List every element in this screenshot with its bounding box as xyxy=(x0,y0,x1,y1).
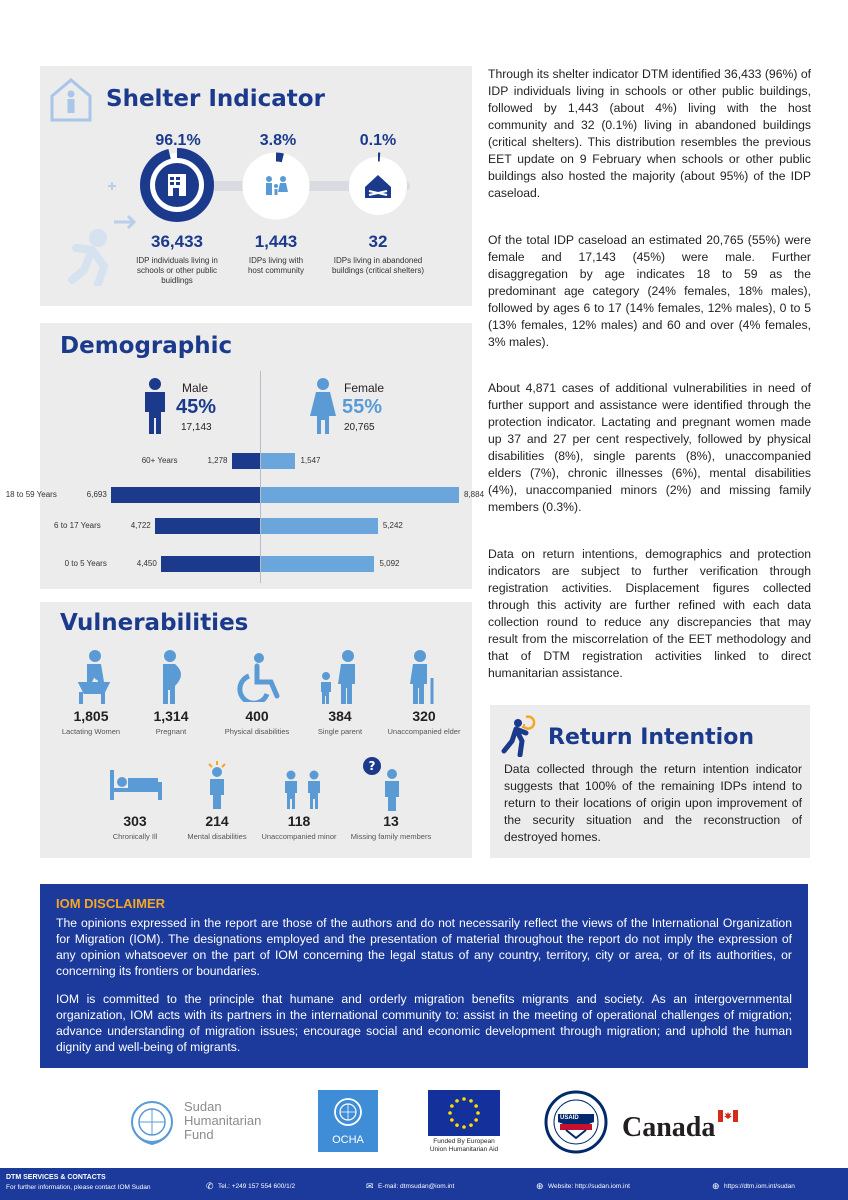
eu-star xyxy=(462,1125,466,1129)
male-label: Male xyxy=(182,381,209,395)
eu-star xyxy=(455,1123,459,1127)
demographic-panel xyxy=(5,323,485,589)
eu-star xyxy=(462,1097,466,1101)
echo-caption: Funded By European Union Humanitarian Aid xyxy=(429,1138,499,1153)
shelter-value-2: 1,443 xyxy=(254,232,298,251)
vuln-label-6: Chronically Ill xyxy=(112,832,158,841)
eu-star xyxy=(450,1118,454,1122)
vuln-label-2: Pregnant xyxy=(155,727,187,736)
value-male-3: 4,450 xyxy=(136,559,157,568)
female-pct: 55% xyxy=(342,396,383,418)
vuln-value-5: 320 xyxy=(412,708,436,724)
footer-website[interactable]: Website: http://sudan.iom.int xyxy=(548,1183,630,1190)
male-pct: 45% xyxy=(176,396,217,418)
footer-phone[interactable]: Tel.: +249 157 554 600/1/2 xyxy=(218,1183,296,1190)
shelter-caption-3: IDPs living in abandoned buildings (critical shelters) xyxy=(331,256,425,275)
shelter-ring-abandoned xyxy=(343,151,413,221)
footer-bar xyxy=(0,1168,848,1200)
eu-star xyxy=(474,1118,478,1122)
category-label-1: 18 to 59 Years xyxy=(5,490,57,499)
vuln-value-1: 1,805 xyxy=(73,708,109,724)
vulnerabilities-title: Vulnerabilities xyxy=(60,610,249,636)
return-intention-panel xyxy=(490,705,810,858)
svg-text:?: ? xyxy=(368,759,376,773)
eu-star xyxy=(474,1104,478,1108)
vuln-value-4: 384 xyxy=(328,708,352,724)
vuln-label-8: Unaccompanied minor xyxy=(261,832,337,841)
vuln-value-9: 13 xyxy=(383,813,399,829)
canada-flag-icon xyxy=(718,1110,738,1122)
value-male-0: 1,278 xyxy=(207,456,228,465)
vuln-label-1: Lactating Women xyxy=(61,727,121,736)
un-emblem-icon xyxy=(332,1096,364,1128)
footer-subtitle: For further information, please contact IOM Sudan xyxy=(6,1184,151,1191)
phone-icon: ✆ xyxy=(206,1181,214,1191)
disclaimer-paragraph-1: The opinions expressed in the report are those of the authors and do not necessarily reflect the views of the International Organization for Migration (IOM). The designations employed and the presentation of material throughout the report do not imply the expression of any opinion whatsoever on the part of IOM concerning the legal status of any country, territory, city or area, or of its authorities, or concerning its frontiers or boundaries. xyxy=(56,916,792,978)
shelter-ring-schools xyxy=(139,147,215,223)
eu-star xyxy=(476,1111,480,1115)
paragraph-shelter: Through its shelter indicator DTM identified 36,433 (96%) of IDP individuals living in schools or other public buildings, followed by 1,443 (about 4%) living with the host community and 32 (0.1%) living in abandoned buildings (critical shelters). This distribution resembles the previous EET update on 9 February when schools or other public buildings also hosted the majority (about 95%) of the IDP caseload. xyxy=(488,67,811,200)
shelter-value-1: 36,433 xyxy=(151,232,203,251)
bar-female-1 xyxy=(261,487,459,503)
shelter-icon xyxy=(48,74,94,122)
vuln-label-5: Unaccompanied elder xyxy=(387,727,461,736)
bed-icon xyxy=(110,768,162,802)
shelter-value-3: 32 xyxy=(368,232,388,251)
shelter-pct-2: 3.8% xyxy=(259,132,297,149)
bar-female-2 xyxy=(261,518,378,534)
bar-male-2 xyxy=(155,518,260,534)
vuln-value-2: 1,314 xyxy=(153,708,189,724)
vuln-label-3: Physical disabilities xyxy=(224,727,290,736)
return-intention-title: Return Intention xyxy=(548,725,754,750)
single-parent-icon xyxy=(316,650,362,706)
value-female-3: 5,092 xyxy=(379,559,400,568)
male-count: 17,143 xyxy=(181,422,212,433)
eu-star xyxy=(455,1099,459,1103)
value-female-2: 5,242 xyxy=(382,521,403,530)
category-label-3: 0 to 5 Years xyxy=(64,559,107,568)
return-runner-icon xyxy=(500,713,540,757)
age-pyramid-chart xyxy=(5,323,485,589)
bar-male-3 xyxy=(161,556,260,572)
shelter-caption-2: IDPs living with host community xyxy=(247,256,305,275)
lactating-woman-icon xyxy=(73,650,113,706)
email-icon: ✉ xyxy=(366,1181,374,1191)
eu-star xyxy=(469,1123,473,1127)
elder-icon xyxy=(406,650,440,706)
shelter-pct-1: 96.1% xyxy=(155,132,201,149)
shelter-pct-3: 0.1% xyxy=(359,132,397,149)
category-label-2: 6 to 17 Years xyxy=(54,521,101,530)
wheelchair-icon xyxy=(233,652,283,702)
eu-star xyxy=(448,1111,452,1115)
paragraph-verification: Data on return intentions, demographics and protection indicators are subject to further verification through registration activities. Displacement figures collected through this activity are further refined with each data collection round to reduce any discrepancies that may result from the miscorrelation of the EET methodology and that of DTM registration activities linked to direct humanitarian assistance. xyxy=(488,547,811,680)
un-emblem-logo xyxy=(128,1098,176,1146)
footer-email[interactable]: E-mail: dtmsudan@iom.int xyxy=(378,1183,455,1190)
bar-male-1 xyxy=(111,487,260,503)
canada-wordmark: Canada xyxy=(622,1112,716,1143)
shelter-caption-1: IDP individuals living in schools or other public buidlings xyxy=(136,256,218,285)
female-count: 20,765 xyxy=(344,422,375,433)
disclaimer-paragraph-2: IOM is committed to the principle that humane and orderly migration benefits migrants and society. As an intergovernmental organization, IOM acts with its partners in the international community to: assist in the meeting of operational challenges of migration; advance understanding of migration issues; encourage social and economic development through migration; and uphold the human dignity and well-being of migrants. xyxy=(56,992,792,1054)
value-male-1: 6,693 xyxy=(86,490,107,499)
vuln-value-8: 118 xyxy=(287,813,311,829)
paragraph-demographic: Of the total IDP caseload an estimated 20,765 (55%) were female and 17,143 (45%) were male. Further disaggregation by age indicates 18 to 59 as the predominant age category (24% females, 18% males), followed by ages 6 to 17 (14% females, 12% males), 0 to 5 (13% females, 12% males) and 60 and over (4% females, 3% males). xyxy=(488,233,811,349)
disclaimer-title: IOM DISCLAIMER xyxy=(56,896,166,911)
missing-person-icon xyxy=(360,754,408,812)
vuln-label-4: Single parent xyxy=(317,727,363,736)
vuln-value-6: 303 xyxy=(123,813,147,829)
category-label-0: 60+ Years xyxy=(141,456,178,465)
mental-disability-icon xyxy=(200,760,234,810)
vuln-label-7: Mental disabilities xyxy=(187,832,247,841)
bar-female-0 xyxy=(261,453,295,469)
shelter-indicator-panel xyxy=(40,66,472,306)
demographic-title: Demographic xyxy=(60,333,233,359)
usaid-seal-logo xyxy=(544,1090,608,1154)
return-intention-text: Data collected through the return intention indicator suggests that 100% of the remaining IDPs intend to return to their locations of origin upon improvement of the security situation and the reconstruction of destroyed homes. xyxy=(504,762,802,844)
paragraph-vulnerabilities: About 4,871 cases of additional vulnerabilities in need of further support and assistance were identified through the protection indicator. Lactating and pregnant women made up 37 and 27 per cent respectively, followed by physical disabilities (8%), single parents (8%), unaccompanied elders (7%), chronic illnesses (6%), mental disabilities (4%), unaccompanied minors (2%) and missing family members (0.3%). xyxy=(488,381,811,514)
shelter-ring-host xyxy=(241,151,311,221)
minors-icon xyxy=(280,770,326,810)
value-female-1: 8,884 xyxy=(464,490,485,499)
eu-flag-logo xyxy=(428,1090,500,1136)
eu-star xyxy=(469,1099,473,1103)
bar-male-0 xyxy=(232,453,260,469)
female-label: Female xyxy=(344,381,385,395)
bar-female-3 xyxy=(261,556,374,572)
vuln-value-7: 214 xyxy=(205,813,229,829)
vuln-value-3: 400 xyxy=(245,708,269,724)
globe-icon-2: ⊕ xyxy=(712,1181,720,1191)
eu-stars-icon xyxy=(428,1090,500,1136)
eu-star xyxy=(450,1104,454,1108)
vulnerabilities-panel xyxy=(40,602,472,858)
globe-icon: ⊕ xyxy=(536,1181,544,1191)
shelter-title: Shelter Indicator xyxy=(106,86,325,112)
value-male-2: 4,722 xyxy=(130,521,151,530)
footer-title: DTM SERVICES & CONTACTS xyxy=(6,1174,106,1181)
footer-dtm-link[interactable]: https://dtm.iom.int/sudan xyxy=(724,1183,795,1190)
pregnant-icon xyxy=(154,650,188,706)
value-female-0: 1,547 xyxy=(300,456,321,465)
usaid-label: USAID xyxy=(560,1115,579,1121)
iom-disclaimer xyxy=(40,884,808,1068)
ocha-logo: OCHA xyxy=(318,1090,378,1152)
shf-logo-text: Sudan Humanitarian Fund xyxy=(184,1099,262,1142)
vuln-label-9: Missing family members xyxy=(350,832,432,841)
